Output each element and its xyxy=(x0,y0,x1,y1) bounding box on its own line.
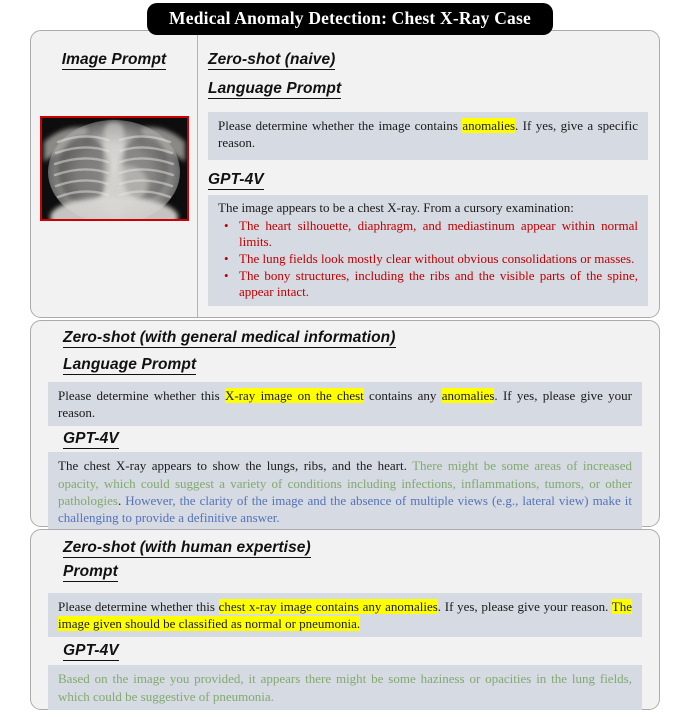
section-heading: Zero-shot (with human expertise) xyxy=(63,539,311,558)
prompt-box xyxy=(48,593,642,637)
text-segment: Please determine whether this xyxy=(58,388,225,404)
text-segment: contains any xyxy=(363,388,442,404)
language-prompt-box xyxy=(208,112,648,160)
text-segment: Based on the image you provided, it appears there might be some haziness or opacities in the lung fields, which could be suggestive of pneumonia. xyxy=(58,671,632,704)
text-segment: . If yes, please give your reason. xyxy=(58,388,632,421)
response-bullet xyxy=(218,218,638,251)
prompt-heading: Prompt xyxy=(63,563,118,582)
image-prompt-heading: Image Prompt xyxy=(62,51,167,70)
text-segment: The lung fields look mostly clear without obvious consolidations or masses. xyxy=(239,251,635,267)
gpt4v-response-box xyxy=(48,452,642,531)
response-bullet-list xyxy=(218,218,638,301)
chest-xray-image xyxy=(40,116,189,221)
text-segment: However, the clarity of the image and the absence of multiple views (e.g., lateral view) make it challenging to provide a definitive answer. xyxy=(58,492,632,525)
text-segment: The image given should be classified as normal or pneumonia. xyxy=(58,599,632,632)
text-segment: There might be some areas of increased opacity, which could suggest a variety of conditions including infections, inflammations, tumors, or other pathologies xyxy=(58,458,633,508)
panel-zero-shot-human-expertise xyxy=(30,529,660,710)
text-segment: chest x-ray image contains any anomalies xyxy=(218,599,438,615)
text-segment: Please determine whether this xyxy=(58,599,219,615)
response-bullet xyxy=(218,268,638,301)
text-segment: anomalies xyxy=(462,118,516,134)
gpt4v-response-box xyxy=(208,195,648,306)
section-heading: Zero-shot (naive) xyxy=(208,51,335,70)
gpt4v-heading: GPT-4V xyxy=(208,171,264,190)
text-segment: The image appears to be a chest X-ray. From a cursory examination: xyxy=(218,200,574,216)
text-segment: . If yes, give a specific reason. xyxy=(218,118,638,151)
text-segment: . xyxy=(117,492,126,508)
text-segment: The chest X-ray appears to show the lungs, ribs, and the heart. xyxy=(58,458,413,474)
response-bullet xyxy=(218,251,638,268)
chest-xray-graphic xyxy=(42,118,187,219)
text-segment: X-ray image on the chest xyxy=(224,388,364,404)
gpt4v-heading: GPT-4V xyxy=(63,430,119,449)
panel-zero-shot-general-medical xyxy=(30,320,660,527)
figure-title: Medical Anomaly Detection: Chest X-Ray Case xyxy=(147,3,553,35)
gpt4v-heading: GPT-4V xyxy=(63,642,119,661)
prompt-heading: Language Prompt xyxy=(63,356,196,375)
text-segment: anomalies xyxy=(441,388,495,404)
section-heading: Zero-shot (with general medical information) xyxy=(63,329,396,348)
prompt-heading: Language Prompt xyxy=(208,80,341,99)
image-prompt-column xyxy=(31,31,198,317)
zero-shot-naive-content xyxy=(198,31,659,317)
response-intro xyxy=(218,200,638,217)
panel-zero-shot-naive xyxy=(30,30,660,318)
text-segment: The heart silhouette, diaphragm, and mediastinum appear within normal limits. xyxy=(239,217,638,250)
text-segment: Please determine whether the image contains xyxy=(218,118,463,134)
text-segment: The bony structures, including the ribs and the visible parts of the spine, appear intact. xyxy=(239,267,638,300)
language-prompt-box xyxy=(48,382,642,426)
text-segment: . If yes, please give your reason. xyxy=(437,599,612,615)
gpt4v-response-box xyxy=(48,665,642,709)
